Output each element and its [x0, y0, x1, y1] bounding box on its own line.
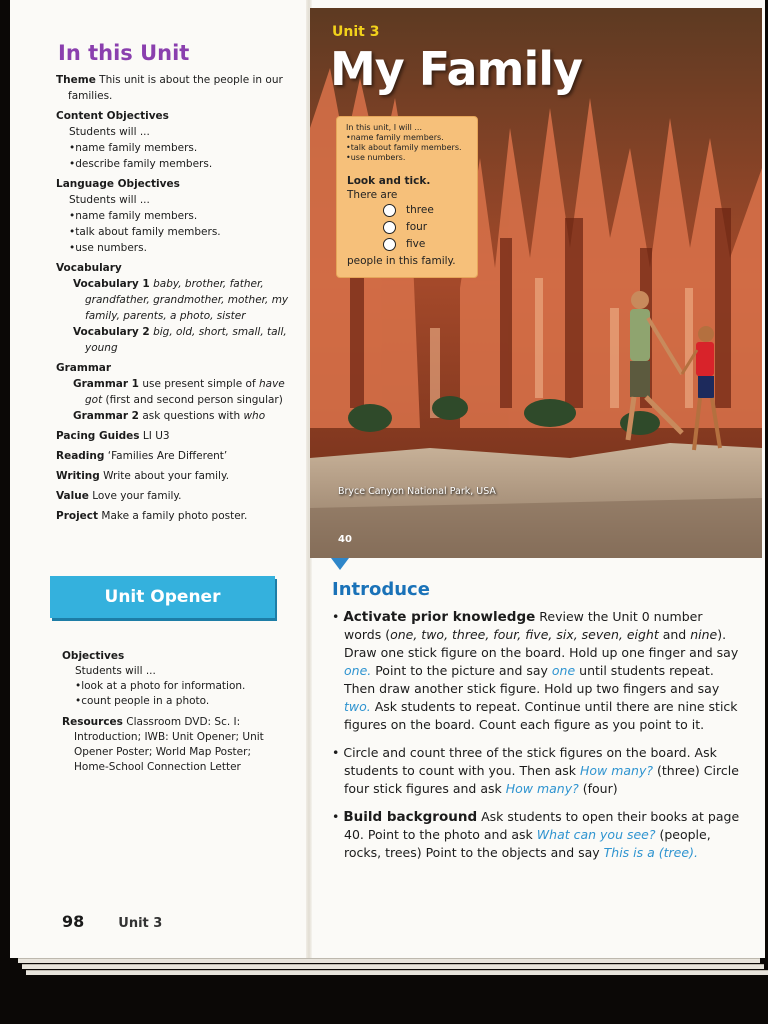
language-objectives-intro: Students will ... [69, 194, 150, 206]
theme-label: Theme [56, 74, 96, 86]
language-objectives-label: Language Objectives [56, 178, 180, 190]
paragraph-text: Ask students to repeat. Continue until there are nine stick figures on the board. Count each figure as you point to it. [344, 699, 738, 732]
vocabulary-2-label: Vocabulary 2 [73, 326, 150, 338]
spoken-question: How many? [579, 763, 654, 778]
unit-goals-intro: In this unit, I will ... [346, 123, 422, 132]
objectives-intro: Students will ... [75, 665, 156, 677]
vocabulary-2-row [73, 324, 300, 356]
objectives-label: Objectives [62, 650, 125, 662]
page-footer [62, 912, 162, 931]
look-and-tick-box [336, 116, 478, 278]
unit-goal-item: • name family members. [346, 133, 477, 143]
introduce-paragraph: • Build background Ask students to open their books at page 40. Point to the photo and ask What can you see? (people, rocks, trees) Point to the objects and say This is a (tree). [332, 809, 740, 860]
objective-item: • count people in a photo. [75, 694, 267, 709]
photo-pointer-marker [331, 558, 349, 570]
in-this-unit-heading: In this Unit [58, 41, 190, 65]
grammar-label: Grammar [56, 362, 112, 374]
content-objective-item: • describe family members. [69, 156, 300, 172]
activate-prior-knowledge-label: Activate prior knowledge [343, 609, 536, 625]
paragraph-text: Circle and count three of the stick figures on the board. Ask students to count with you. Then ask [343, 745, 717, 778]
spoken-question: How many? [505, 781, 579, 796]
tick-option-label: three [406, 204, 434, 216]
tick-option-three [383, 202, 477, 218]
unit-opener-banner: Unit Opener [50, 576, 275, 618]
writing-text: Write about your family. [103, 470, 230, 482]
unit-goal-item: • talk about family members. [346, 143, 477, 153]
there-are-text: There are [347, 189, 398, 201]
project-label: Project [56, 510, 99, 522]
introduce-section [332, 578, 742, 872]
spoken-phrase: This is a (tree). [603, 845, 698, 860]
tick-circle [383, 221, 396, 234]
look-and-tick-heading: Look and tick. [347, 175, 431, 187]
pacing-label: Pacing Guides [56, 430, 140, 442]
tick-option-five [383, 236, 477, 252]
spoken-word: one. [344, 663, 372, 678]
reading-label: Reading [56, 450, 105, 462]
page-edge [26, 970, 768, 975]
vocabulary-1-row [73, 276, 300, 324]
student-page-number: 40 [338, 534, 352, 545]
paragraph-text: until students repeat. Then draw another stick figure. Hold up two fingers and say [344, 663, 720, 696]
unit-kicker: Unit 3 [332, 24, 380, 40]
grammar-2-row [73, 408, 300, 424]
value-label: Value [56, 490, 89, 502]
content-objectives-label: Content Objectives [56, 110, 169, 122]
project-text: Make a family photo poster. [101, 510, 248, 522]
tick-option-label: four [406, 221, 428, 233]
resources-text: Classroom DVD: Sc. I: Introduction; IWB: Unit Opener; Unit Opener Poster; World Map Poster; Home-School Connection Letter [74, 716, 264, 773]
paragraph-text: Point to the picture and say [371, 663, 552, 678]
objective-item: • look at a photo for information. [75, 679, 267, 694]
paragraph-text: and [658, 627, 691, 642]
reading-text: ‘Families Are Different’ [107, 450, 228, 462]
introduce-paragraph: • Circle and count three of the stick figures on the board. Ask students to count with you. Then ask How many? (three) Circle four stick figures and ask How many? (four) [332, 745, 739, 796]
language-objective-item: • use numbers. [69, 240, 300, 256]
theme-row [56, 72, 300, 104]
pacing-row [56, 428, 300, 444]
grammar-1-text: use present simple of [142, 378, 259, 390]
vocabulary-1-words: baby, brother, father, grandfather, grandmother, mother, my family, parents, a photo, sister [85, 278, 289, 322]
photo-caption: Bryce Canyon National Park, USA [338, 486, 496, 497]
number-word: nine [690, 627, 718, 642]
language-objective-item: • talk about family members. [69, 224, 300, 240]
content-objectives-intro: Students will ... [69, 126, 150, 138]
paragraph-text: Review the Unit 0 number words ( [344, 609, 703, 642]
introduce-heading: Introduce [332, 579, 430, 600]
grammar-1-row [73, 376, 300, 408]
paragraph-text: (people, rocks, trees) Point to the objects and say [344, 827, 711, 860]
paragraph-text: (four) [578, 781, 618, 796]
footer-unit: Unit 3 [118, 916, 163, 931]
writing-label: Writing [56, 470, 100, 482]
value-text: Love your family. [92, 490, 182, 502]
grammar-2-term: who [243, 410, 266, 422]
grammar-1-note: (first and second person singular) [102, 394, 283, 406]
tick-option-four [383, 219, 477, 235]
page-edge [18, 958, 760, 963]
pacing-text: LI U3 [142, 430, 170, 442]
grammar-2-text: ask questions with [142, 410, 244, 422]
paragraph-text: (three) Circle four stick figures and ask [344, 763, 739, 796]
page-edge [22, 964, 764, 969]
spoken-question: What can you see? [536, 827, 656, 842]
vocabulary-1-label: Vocabulary 1 [73, 278, 150, 290]
introduce-paragraph: • Activate prior knowledge Review the Unit 0 number words (one, two, three, four, five, six, seven, eight and nine). Draw one stick figure on the board. Hold up one finger and say one. Point to the picture and say one until students repeat. Then draw another stick figure. Hold up two fingers and say two. Ask students to repeat. Continue until there are nine stick figures on the board. Count each figure as you point to it. [332, 609, 739, 732]
vocabulary-label: Vocabulary [56, 262, 122, 274]
project-row [56, 508, 300, 524]
spoken-word: two. [344, 699, 371, 714]
page-number: 98 [62, 912, 85, 931]
tick-circle [383, 238, 396, 251]
number-words: one, two, three, four, five, six, seven, eight [390, 627, 659, 642]
unit-title: My Family [330, 42, 582, 96]
grammar-1-label: Grammar 1 [73, 378, 139, 390]
theme-text: This unit is about the people in our families. [68, 74, 283, 102]
resources-label: Resources [62, 716, 123, 728]
paragraph-text: ). Draw one stick figure on the board. Hold up one finger and say [344, 627, 739, 660]
in-this-unit-panel [56, 40, 300, 524]
spoken-word: one [551, 663, 576, 678]
language-objective-item: • name family members. [69, 208, 300, 224]
tick-option-label: five [406, 238, 426, 250]
paragraph-text: Ask students to open their books at page 40. Point to the photo and ask [344, 809, 740, 842]
unit-goal-item: • use numbers. [346, 153, 477, 163]
writing-row [56, 468, 300, 484]
unit-goals [346, 123, 477, 163]
value-row [56, 488, 300, 504]
reading-row [56, 448, 300, 464]
people-text: people in this family. [347, 255, 456, 267]
student-page-photo [310, 8, 762, 558]
grammar-1-term: have got [85, 378, 285, 406]
unit-opener-panel [62, 645, 267, 775]
build-background-label: Build background [343, 809, 478, 825]
grammar-2-label: Grammar 2 [73, 410, 139, 422]
resources-row [62, 715, 267, 775]
vocabulary-2-words: big, old, short, small, tall, young [85, 326, 287, 354]
content-objective-item: • name family members. [69, 140, 300, 156]
unit-opener-banner-wrap [50, 576, 275, 628]
tick-circle [383, 204, 396, 217]
